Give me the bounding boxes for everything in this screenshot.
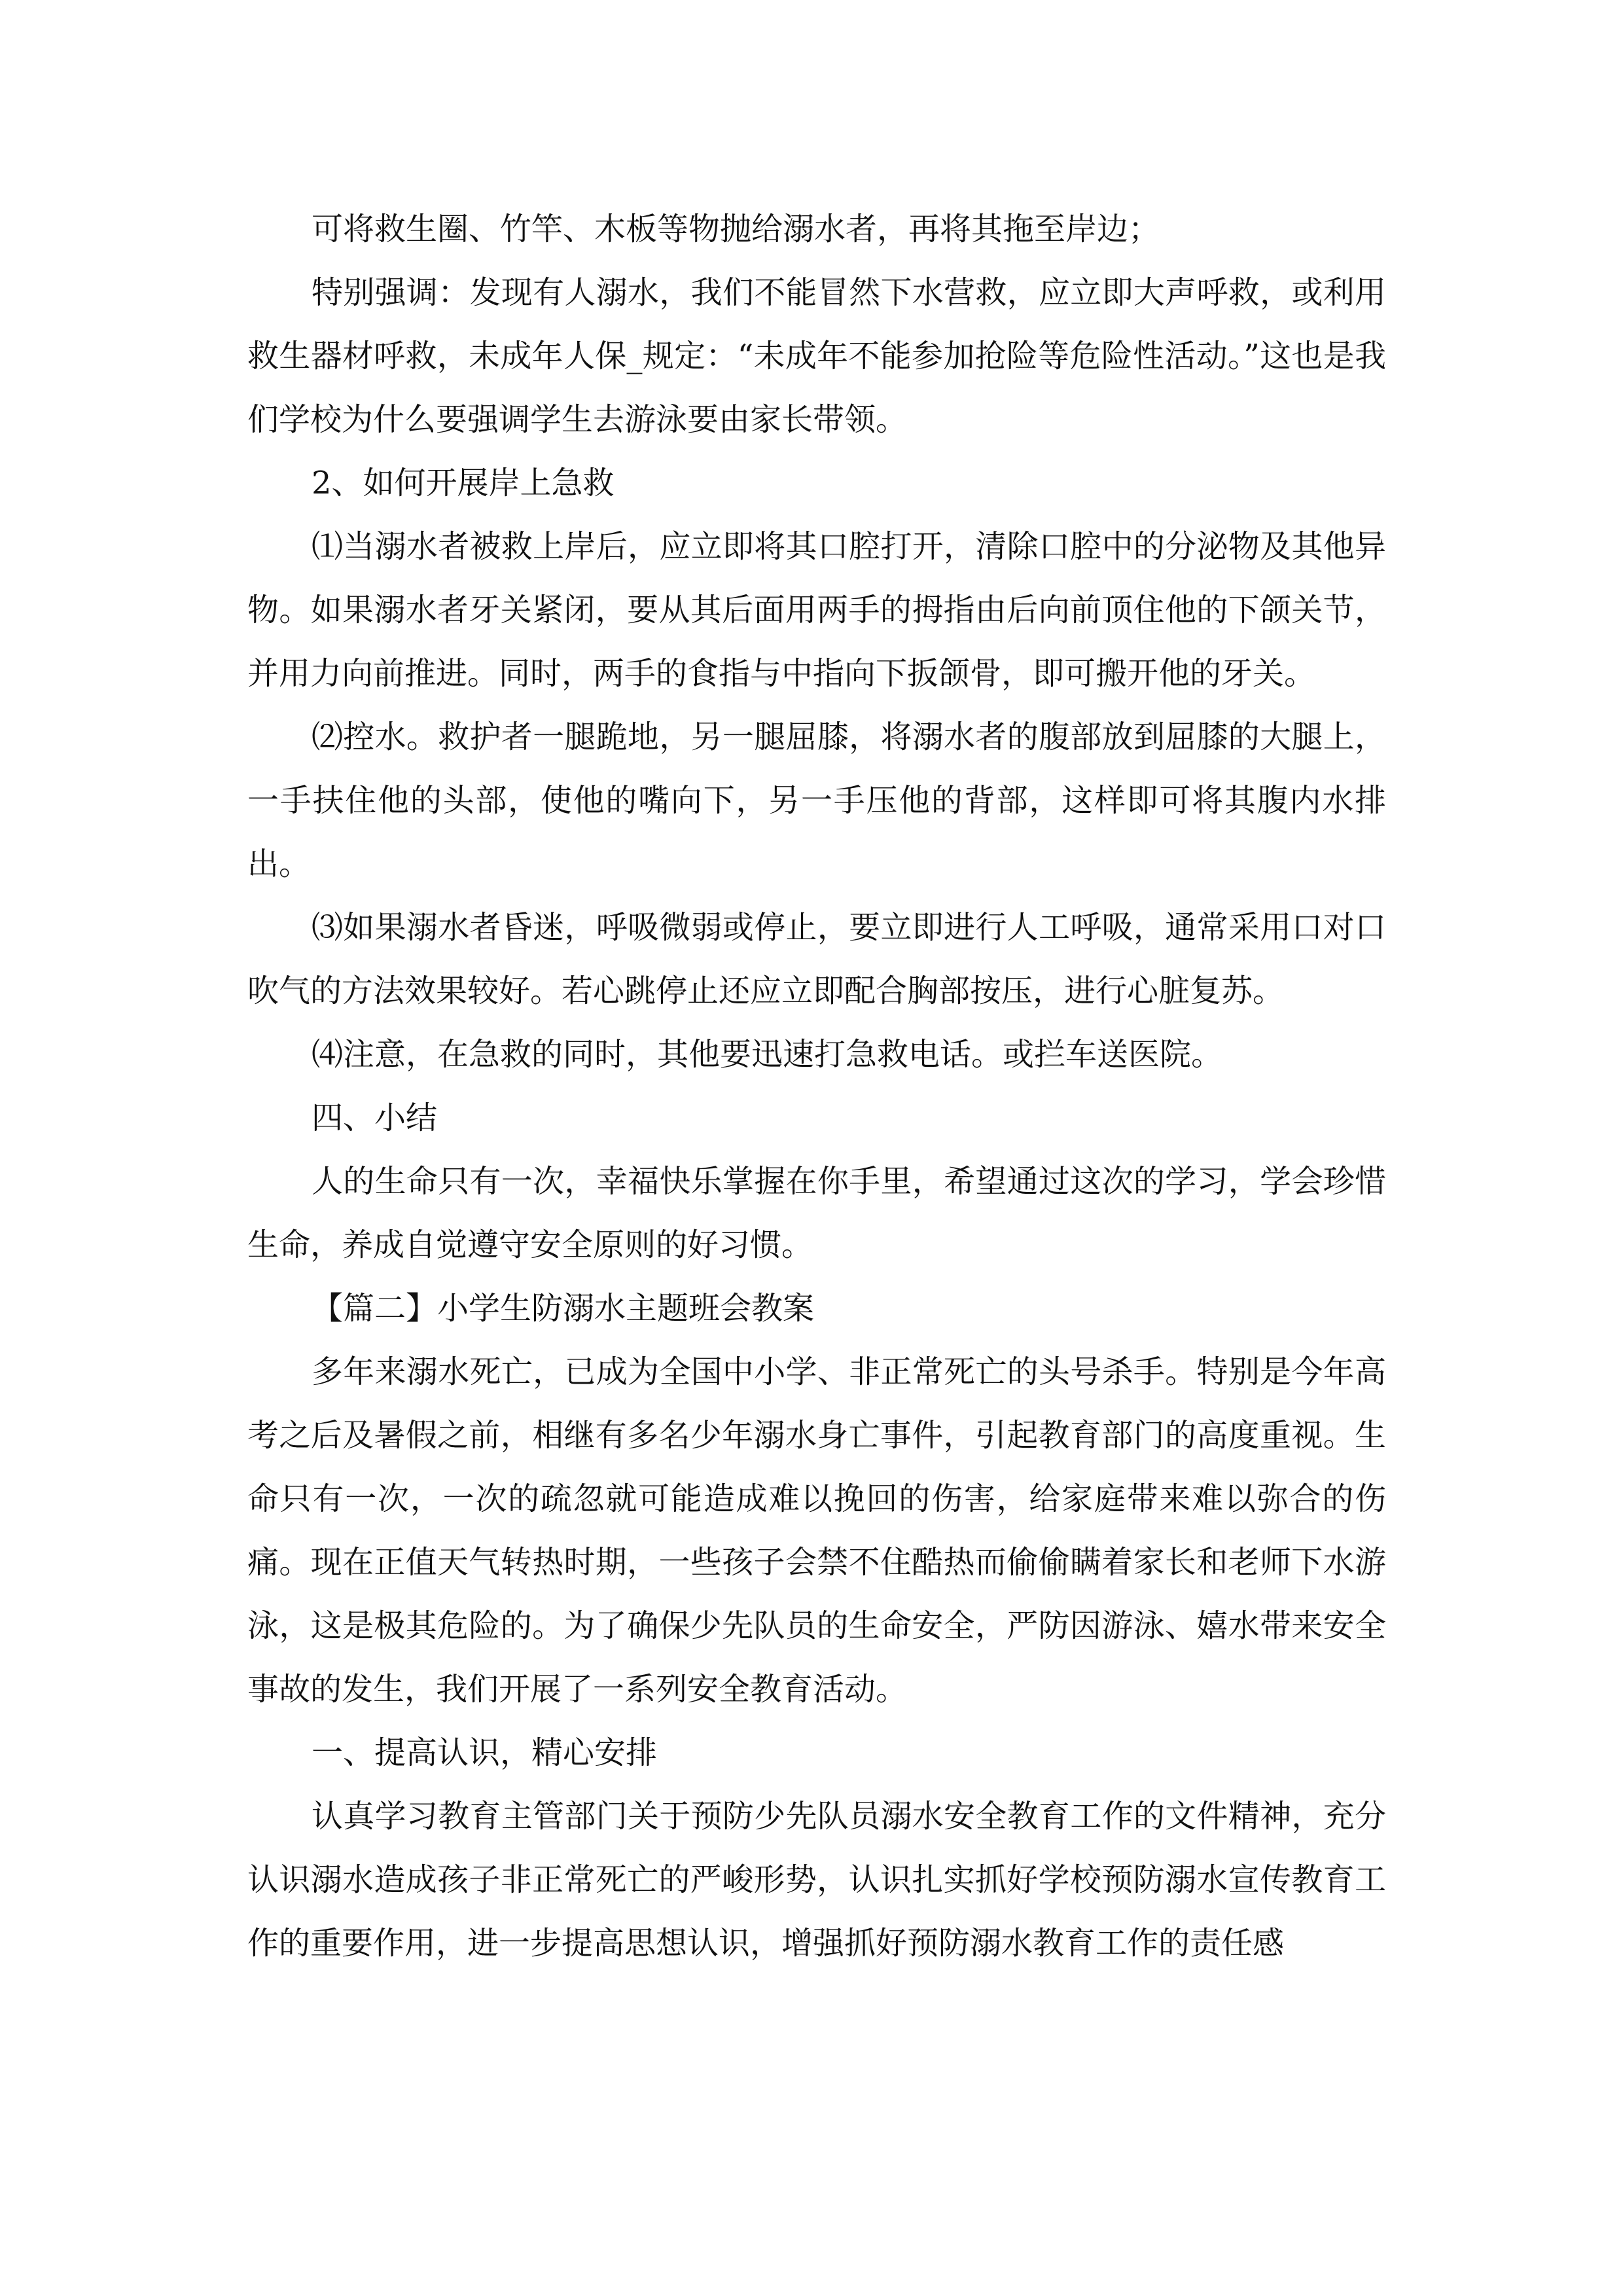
paragraph-step-1: ⑴当溺水者被救上岸后，应立即将其口腔打开，清除口腔中的分泌物及其他异物。如果溺水者牙关紧闭，要从其后面用两手的拇指由后向前顶住他的下颌关节，并用力向前推进。同时，两手的食指与中指向下扳颌骨，即可搬开他的牙关。 [247, 528, 1386, 692]
paragraph-step-2: ⑵控水。救护者一腿跪地，另一腿屈膝，将溺水者的腹部放到屈膝的大腿上，一手扶住他的头部，使他的嘴向下，另一手压他的背部，这样即可将其腹内水排出。 [247, 719, 1386, 882]
paragraph-introduction: 多年来溺水死亡，已成为全国中小学、非正常死亡的头号杀手。特别是今年高考之后及暑假之前，相继有多名少年溺水身亡事件，引起教育部门的高度重视。生命只有一次，一次的疏忽就可能造成难以挽回的伤害，给家庭带来难以弥合的伤痛。现在正值天气转热时期，一些孩子会禁不住酷热而偷偷瞒着家长和老师下水游泳，这是极其危险的。为了确保少先队员的生命安全，严防因游泳、嬉水带来安全事故的发生，我们开展了一系列安全教育活动。 [247, 1354, 1386, 1708]
section-heading-awareness: 一、提高认识，精心安排 [312, 1734, 658, 1771]
article-title-part-two: 【篇二】小学生防溺水主题班会教案 [312, 1290, 815, 1327]
paragraph-special-emphasis: 特别强调：发现有人溺水，我们不能冒然下水营救，应立即大声呼救，或利用救生器材呼救，未成年人保_规定：“未成年不能参加抢险等危险性活动。”这也是我们学校为什么要强调学生去游泳要由家长带领。 [247, 274, 1386, 438]
paragraph-summary: 人的生命只有一次，幸福快乐掌握在你手里，希望通过这次的学习，学会珍惜生命，养成自觉遵守安全原则的好习惯。 [247, 1163, 1386, 1263]
paragraph-step-3: ⑶如果溺水者昏迷，呼吸微弱或停止，要立即进行人工呼吸，通常采用口对口吹气的方法效果较好。若心跳停止还应立即配合胸部按压，进行心脏复苏。 [247, 909, 1386, 1009]
paragraph-rescue-tools: 可将救生圈、竹竿、木板等物抛给溺水者，再将其拖至岸边； [312, 211, 1160, 247]
paragraph-step-4: ⑷注意，在急救的同时，其他要迅速打急救电话。或拦车送医院。 [312, 1036, 1223, 1073]
section-heading-shore-first-aid: 2、如何开展岸上急救 [312, 465, 615, 501]
document-body [247, 198, 1386, 1975]
paragraph-awareness: 认真学习教育主管部门关于预防少先队员溺水安全教育工作的文件精神，充分认识溺水造成孩子非正常死亡的严峻形势，认识扎实抓好学校预防溺水宣传教育工作的重要作用，进一步提高思想认识，增强抓好预防溺水教育工作的责任感 [247, 1798, 1386, 1962]
section-heading-summary: 四、小结 [312, 1100, 438, 1136]
